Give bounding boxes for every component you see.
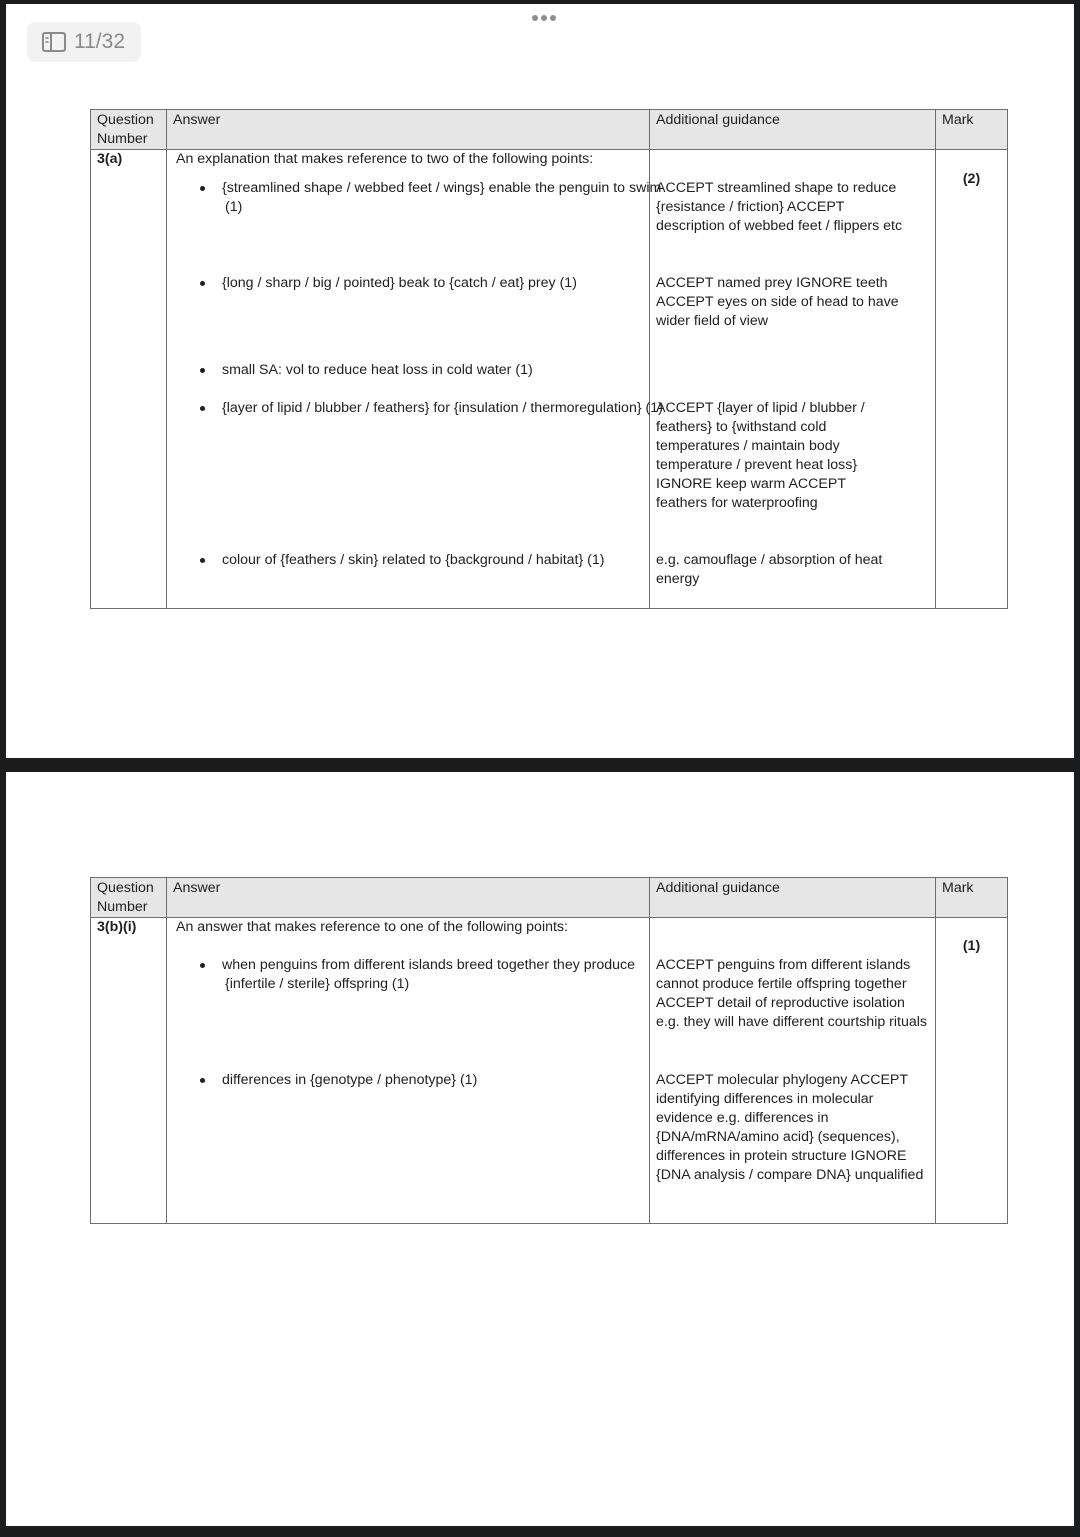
mark-scheme-table-3bi bbox=[90, 877, 1008, 1224]
page-indicator[interactable] bbox=[27, 22, 141, 62]
answer-point: {layer of lipid / blubber / feathers} for {insulation / thermoregulation} (1) bbox=[200, 399, 672, 418]
guidance-text: ACCEPT molecular phylogeny ACCEPT identifying differences in molecular evidence e.g. differences in {DNA/mRNA/amino acid} (sequences), differences in protein structure IGNORE {DNA analysis / compare DNA} unqualified bbox=[656, 1072, 924, 1183]
mark-scheme-table-3a bbox=[90, 109, 1008, 609]
bullet-icon bbox=[200, 186, 205, 191]
bullet-icon bbox=[200, 368, 205, 373]
bullet-icon bbox=[200, 558, 205, 563]
guidance-text: e.g. camouflage / absorption of heat energy bbox=[656, 552, 883, 587]
header-guidance: Additional guidance bbox=[650, 878, 936, 918]
guidance-text: ACCEPT named prey IGNORE teeth ACCEPT eyes on side of head to have wider field of view bbox=[656, 275, 899, 329]
document-page-12 bbox=[6, 772, 1074, 1526]
question-number: 3(a) bbox=[97, 151, 123, 167]
bullet-icon bbox=[200, 1078, 205, 1083]
header-mark: Mark bbox=[936, 878, 1008, 918]
guidance-text: ACCEPT {layer of lipid / blubber / feathers} to {withstand cold temperatures / maintain body temperature / prevent heat loss} IGNORE keep warm ACCEPT feathers for waterproofing bbox=[656, 400, 865, 511]
guidance-text: ACCEPT penguins from different islands cannot produce fertile offspring together ACCEPT detail of reproductive isolation e.g. they will have different courtship rituals bbox=[656, 957, 928, 1030]
header-question-number: Question Number bbox=[91, 878, 167, 918]
answer-point: when penguins from different islands breed together they produce {infertile / sterile} offspring (1) bbox=[200, 956, 652, 994]
question-number: 3(b)(i) bbox=[97, 919, 137, 935]
answer-intro: An explanation that makes reference to two of the following points: bbox=[176, 151, 594, 167]
header-answer: Answer bbox=[167, 110, 650, 150]
sidebar-icon bbox=[42, 32, 66, 52]
header-answer: Answer bbox=[167, 878, 650, 918]
bullet-icon bbox=[200, 406, 205, 411]
bullet-icon bbox=[200, 963, 205, 968]
mark-value: (2) bbox=[962, 171, 981, 187]
guidance-text: ACCEPT streamlined shape to reduce {resistance / friction} ACCEPT description of webbed feet / flippers etc bbox=[656, 180, 903, 234]
answer-point: small SA: vol to reduce heat loss in cold water (1) bbox=[200, 361, 672, 380]
answer-point: differences in {genotype / phenotype} (1) bbox=[200, 1071, 672, 1090]
mark-value: (1) bbox=[962, 938, 981, 954]
answer-point: {long / sharp / big / pointed} beak to {catch / eat} prey (1) bbox=[200, 274, 672, 293]
answer-intro: An answer that makes reference to one of the following points: bbox=[176, 919, 568, 935]
answer-point: {streamlined shape / webbed feet / wings} enable the penguin to swim (1) bbox=[200, 179, 672, 217]
header-question-number: Question Number bbox=[91, 110, 167, 150]
header-guidance: Additional guidance bbox=[650, 110, 936, 150]
header-mark: Mark bbox=[936, 110, 1008, 150]
page-indicator-label: 11/32 bbox=[74, 30, 125, 53]
document-page-11 bbox=[6, 4, 1074, 758]
answer-point: colour of {feathers / skin} related to {background / habitat} (1) bbox=[200, 551, 672, 570]
bullet-icon bbox=[200, 281, 205, 286]
more-options-icon[interactable] bbox=[532, 15, 556, 21]
